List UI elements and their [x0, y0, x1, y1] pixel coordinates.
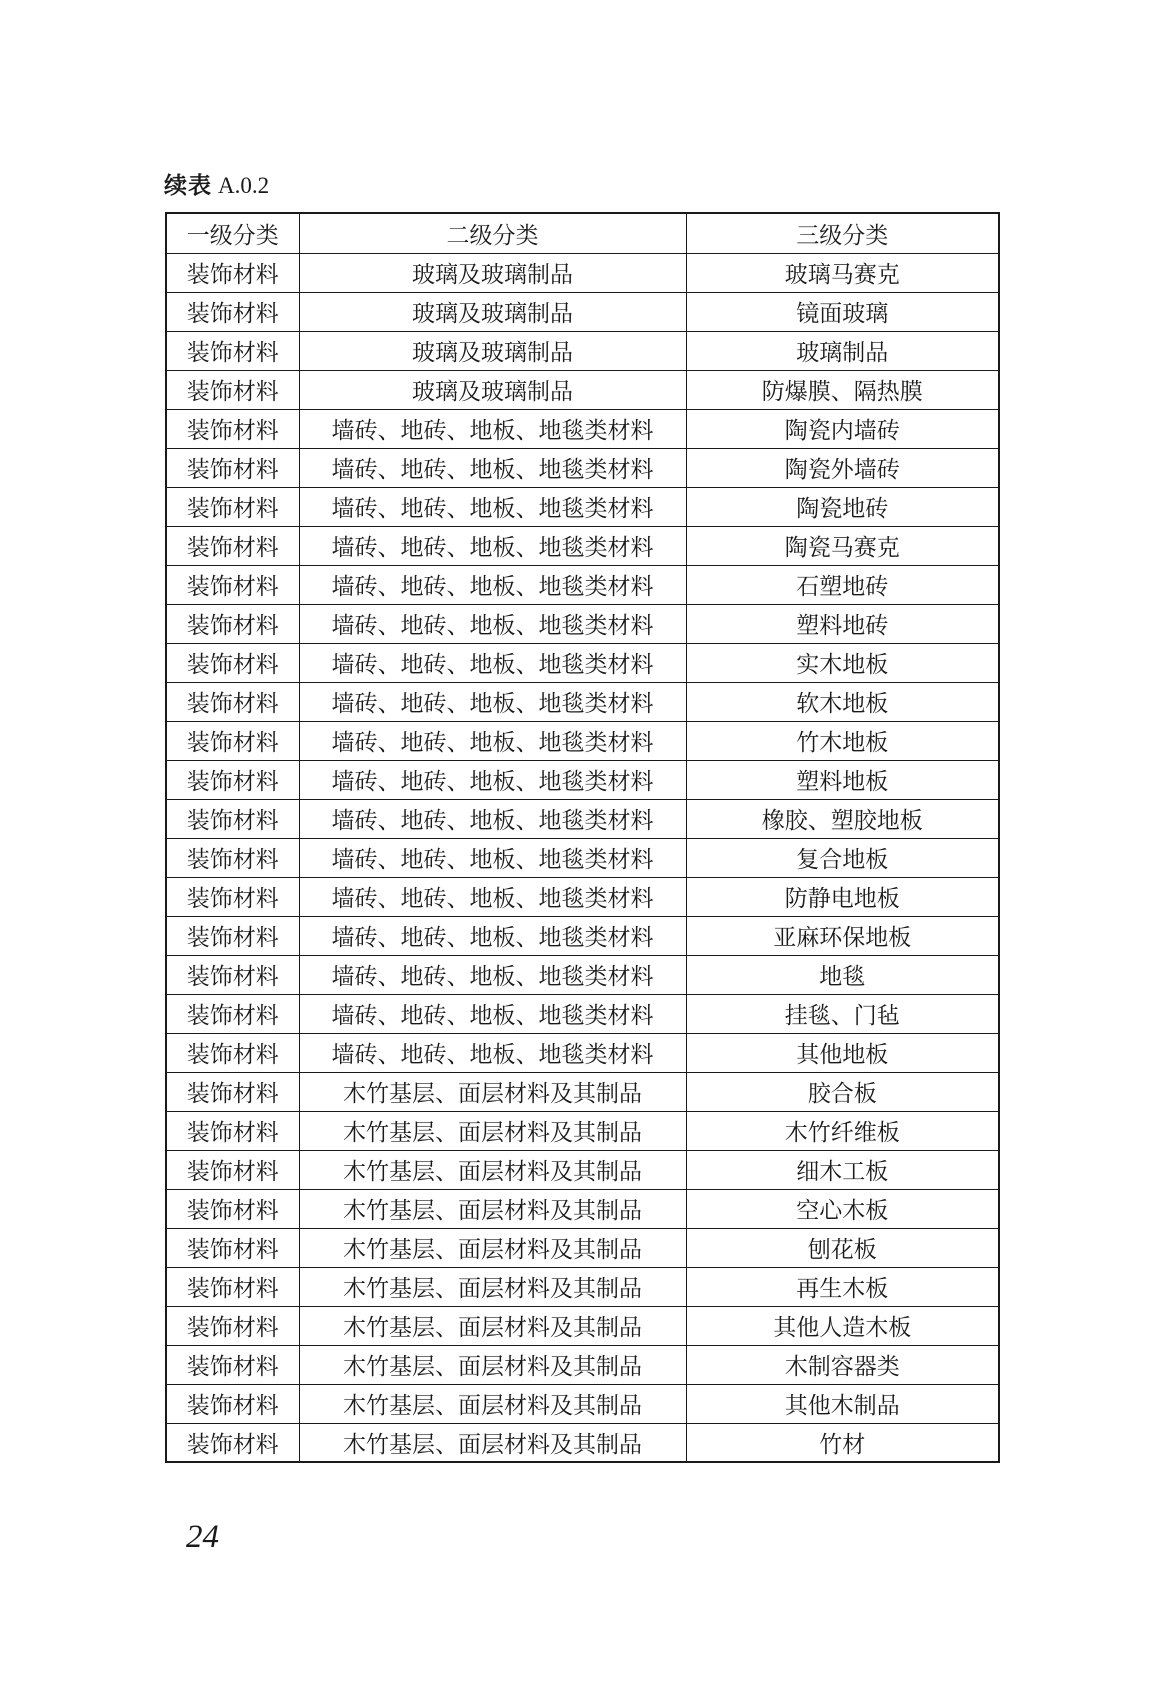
- table-row: [166, 292, 999, 331]
- cell-level-3: 空心木板: [686, 1189, 999, 1228]
- cell-level-1: 装饰材料: [166, 1423, 299, 1462]
- cell-level-2: 墙砖、地砖、地板、地毯类材料: [299, 877, 686, 916]
- table-row: [166, 370, 999, 409]
- cell-level-2: 木竹基层、面层材料及其制品: [299, 1345, 686, 1384]
- table-row: [166, 604, 999, 643]
- cell-level-3: 木制容器类: [686, 1345, 999, 1384]
- cell-level-3: 竹材: [686, 1423, 999, 1462]
- cell-level-3: 石塑地砖: [686, 565, 999, 604]
- cell-level-1: 装饰材料: [166, 565, 299, 604]
- cell-level-1: 装饰材料: [166, 292, 299, 331]
- cell-level-3: 亚麻环保地板: [686, 916, 999, 955]
- cell-level-3: 陶瓷外墙砖: [686, 448, 999, 487]
- cell-level-3: 玻璃制品: [686, 331, 999, 370]
- table-row: [166, 916, 999, 955]
- cell-level-1: 装饰材料: [166, 643, 299, 682]
- cell-level-1: 装饰材料: [166, 682, 299, 721]
- table-row: [166, 955, 999, 994]
- cell-level-2: 玻璃及玻璃制品: [299, 370, 686, 409]
- cell-level-2: 墙砖、地砖、地板、地毯类材料: [299, 409, 686, 448]
- table-caption: [164, 170, 269, 202]
- cell-level-3: 竹木地板: [686, 721, 999, 760]
- cell-level-3: 防爆膜、隔热膜: [686, 370, 999, 409]
- table-row: [166, 1267, 999, 1306]
- table-row: [166, 448, 999, 487]
- cell-level-1: 装饰材料: [166, 604, 299, 643]
- cell-level-3: 复合地板: [686, 838, 999, 877]
- cell-level-2: 墙砖、地砖、地板、地毯类材料: [299, 994, 686, 1033]
- cell-level-1: 装饰材料: [166, 370, 299, 409]
- cell-level-2: 墙砖、地砖、地板、地毯类材料: [299, 682, 686, 721]
- cell-level-3: 玻璃马赛克: [686, 253, 999, 292]
- cell-level-2: 墙砖、地砖、地板、地毯类材料: [299, 721, 686, 760]
- cell-level-3: 木竹纤维板: [686, 1111, 999, 1150]
- cell-level-1: 装饰材料: [166, 1033, 299, 1072]
- header-level-3: 三级分类: [686, 213, 999, 253]
- cell-level-1: 装饰材料: [166, 1306, 299, 1345]
- table-row: [166, 1111, 999, 1150]
- cell-level-3: 实木地板: [686, 643, 999, 682]
- cell-level-1: 装饰材料: [166, 448, 299, 487]
- table-body: [166, 253, 999, 1462]
- cell-level-3: 橡胶、塑胶地板: [686, 799, 999, 838]
- cell-level-3: 塑料地板: [686, 760, 999, 799]
- cell-level-1: 装饰材料: [166, 799, 299, 838]
- table-row: [166, 1072, 999, 1111]
- page-number: 24: [186, 1519, 219, 1555]
- cell-level-2: 墙砖、地砖、地板、地毯类材料: [299, 604, 686, 643]
- cell-level-2: 墙砖、地砖、地板、地毯类材料: [299, 448, 686, 487]
- table-row: [166, 1384, 999, 1423]
- table-row: [166, 643, 999, 682]
- table-row: [166, 877, 999, 916]
- cell-level-2: 玻璃及玻璃制品: [299, 331, 686, 370]
- table-row: [166, 1033, 999, 1072]
- cell-level-2: 木竹基层、面层材料及其制品: [299, 1228, 686, 1267]
- table-row: [166, 253, 999, 292]
- header-level-2: 二级分类: [299, 213, 686, 253]
- table-row: [166, 409, 999, 448]
- cell-level-2: 墙砖、地砖、地板、地毯类材料: [299, 526, 686, 565]
- cell-level-1: 装饰材料: [166, 955, 299, 994]
- table-row: [166, 838, 999, 877]
- cell-level-1: 装饰材料: [166, 994, 299, 1033]
- table-header-row: [166, 213, 999, 253]
- cell-level-1: 装饰材料: [166, 1111, 299, 1150]
- cell-level-1: 装饰材料: [166, 253, 299, 292]
- cell-level-2: 木竹基层、面层材料及其制品: [299, 1423, 686, 1462]
- table-row: [166, 799, 999, 838]
- cell-level-3: 陶瓷内墙砖: [686, 409, 999, 448]
- classification-table: [165, 212, 1000, 1463]
- caption-table-number: A.0.2: [218, 173, 270, 198]
- cell-level-1: 装饰材料: [166, 760, 299, 799]
- cell-level-2: 墙砖、地砖、地板、地毯类材料: [299, 838, 686, 877]
- cell-level-3: 防静电地板: [686, 877, 999, 916]
- cell-level-3: 其他地板: [686, 1033, 999, 1072]
- cell-level-2: 墙砖、地砖、地板、地毯类材料: [299, 643, 686, 682]
- cell-level-2: 玻璃及玻璃制品: [299, 253, 686, 292]
- cell-level-2: 墙砖、地砖、地板、地毯类材料: [299, 799, 686, 838]
- table-row: [166, 1345, 999, 1384]
- cell-level-2: 木竹基层、面层材料及其制品: [299, 1189, 686, 1228]
- table-row: [166, 1423, 999, 1462]
- cell-level-2: 墙砖、地砖、地板、地毯类材料: [299, 955, 686, 994]
- cell-level-3: 地毯: [686, 955, 999, 994]
- cell-level-3: 塑料地砖: [686, 604, 999, 643]
- cell-level-3: 胶合板: [686, 1072, 999, 1111]
- cell-level-2: 木竹基层、面层材料及其制品: [299, 1072, 686, 1111]
- cell-level-1: 装饰材料: [166, 331, 299, 370]
- cell-level-3: 其他木制品: [686, 1384, 999, 1423]
- table-row: [166, 331, 999, 370]
- cell-level-2: 木竹基层、面层材料及其制品: [299, 1267, 686, 1306]
- cell-level-3: 细木工板: [686, 1150, 999, 1189]
- caption-continued-label: 续表: [164, 173, 212, 199]
- table-row: [166, 721, 999, 760]
- cell-level-3: 陶瓷地砖: [686, 487, 999, 526]
- table-row: [166, 1189, 999, 1228]
- cell-level-1: 装饰材料: [166, 877, 299, 916]
- cell-level-2: 墙砖、地砖、地板、地毯类材料: [299, 487, 686, 526]
- cell-level-1: 装饰材料: [166, 1150, 299, 1189]
- cell-level-1: 装饰材料: [166, 721, 299, 760]
- cell-level-2: 木竹基层、面层材料及其制品: [299, 1111, 686, 1150]
- cell-level-3: 软木地板: [686, 682, 999, 721]
- cell-level-2: 墙砖、地砖、地板、地毯类材料: [299, 916, 686, 955]
- cell-level-3: 挂毯、门毡: [686, 994, 999, 1033]
- cell-level-1: 装饰材料: [166, 916, 299, 955]
- cell-level-2: 木竹基层、面层材料及其制品: [299, 1306, 686, 1345]
- header-level-1: 一级分类: [166, 213, 299, 253]
- cell-level-1: 装饰材料: [166, 1189, 299, 1228]
- cell-level-1: 装饰材料: [166, 526, 299, 565]
- cell-level-2: 木竹基层、面层材料及其制品: [299, 1150, 686, 1189]
- cell-level-1: 装饰材料: [166, 838, 299, 877]
- cell-level-3: 陶瓷马赛克: [686, 526, 999, 565]
- table-row: [166, 760, 999, 799]
- cell-level-1: 装饰材料: [166, 409, 299, 448]
- cell-level-2: 墙砖、地砖、地板、地毯类材料: [299, 565, 686, 604]
- table-row: [166, 526, 999, 565]
- cell-level-1: 装饰材料: [166, 1228, 299, 1267]
- cell-level-2: 墙砖、地砖、地板、地毯类材料: [299, 1033, 686, 1072]
- cell-level-3: 其他人造木板: [686, 1306, 999, 1345]
- table-row: [166, 1228, 999, 1267]
- cell-level-2: 木竹基层、面层材料及其制品: [299, 1384, 686, 1423]
- cell-level-2: 墙砖、地砖、地板、地毯类材料: [299, 760, 686, 799]
- cell-level-1: 装饰材料: [166, 1072, 299, 1111]
- cell-level-1: 装饰材料: [166, 1345, 299, 1384]
- table-row: [166, 1150, 999, 1189]
- cell-level-1: 装饰材料: [166, 487, 299, 526]
- cell-level-1: 装饰材料: [166, 1384, 299, 1423]
- table-row: [166, 994, 999, 1033]
- cell-level-3: 刨花板: [686, 1228, 999, 1267]
- table-row: [166, 682, 999, 721]
- cell-level-1: 装饰材料: [166, 1267, 299, 1306]
- table-row: [166, 487, 999, 526]
- table-row: [166, 565, 999, 604]
- cell-level-3: 再生木板: [686, 1267, 999, 1306]
- cell-level-3: 镜面玻璃: [686, 292, 999, 331]
- table-row: [166, 1306, 999, 1345]
- cell-level-2: 玻璃及玻璃制品: [299, 292, 686, 331]
